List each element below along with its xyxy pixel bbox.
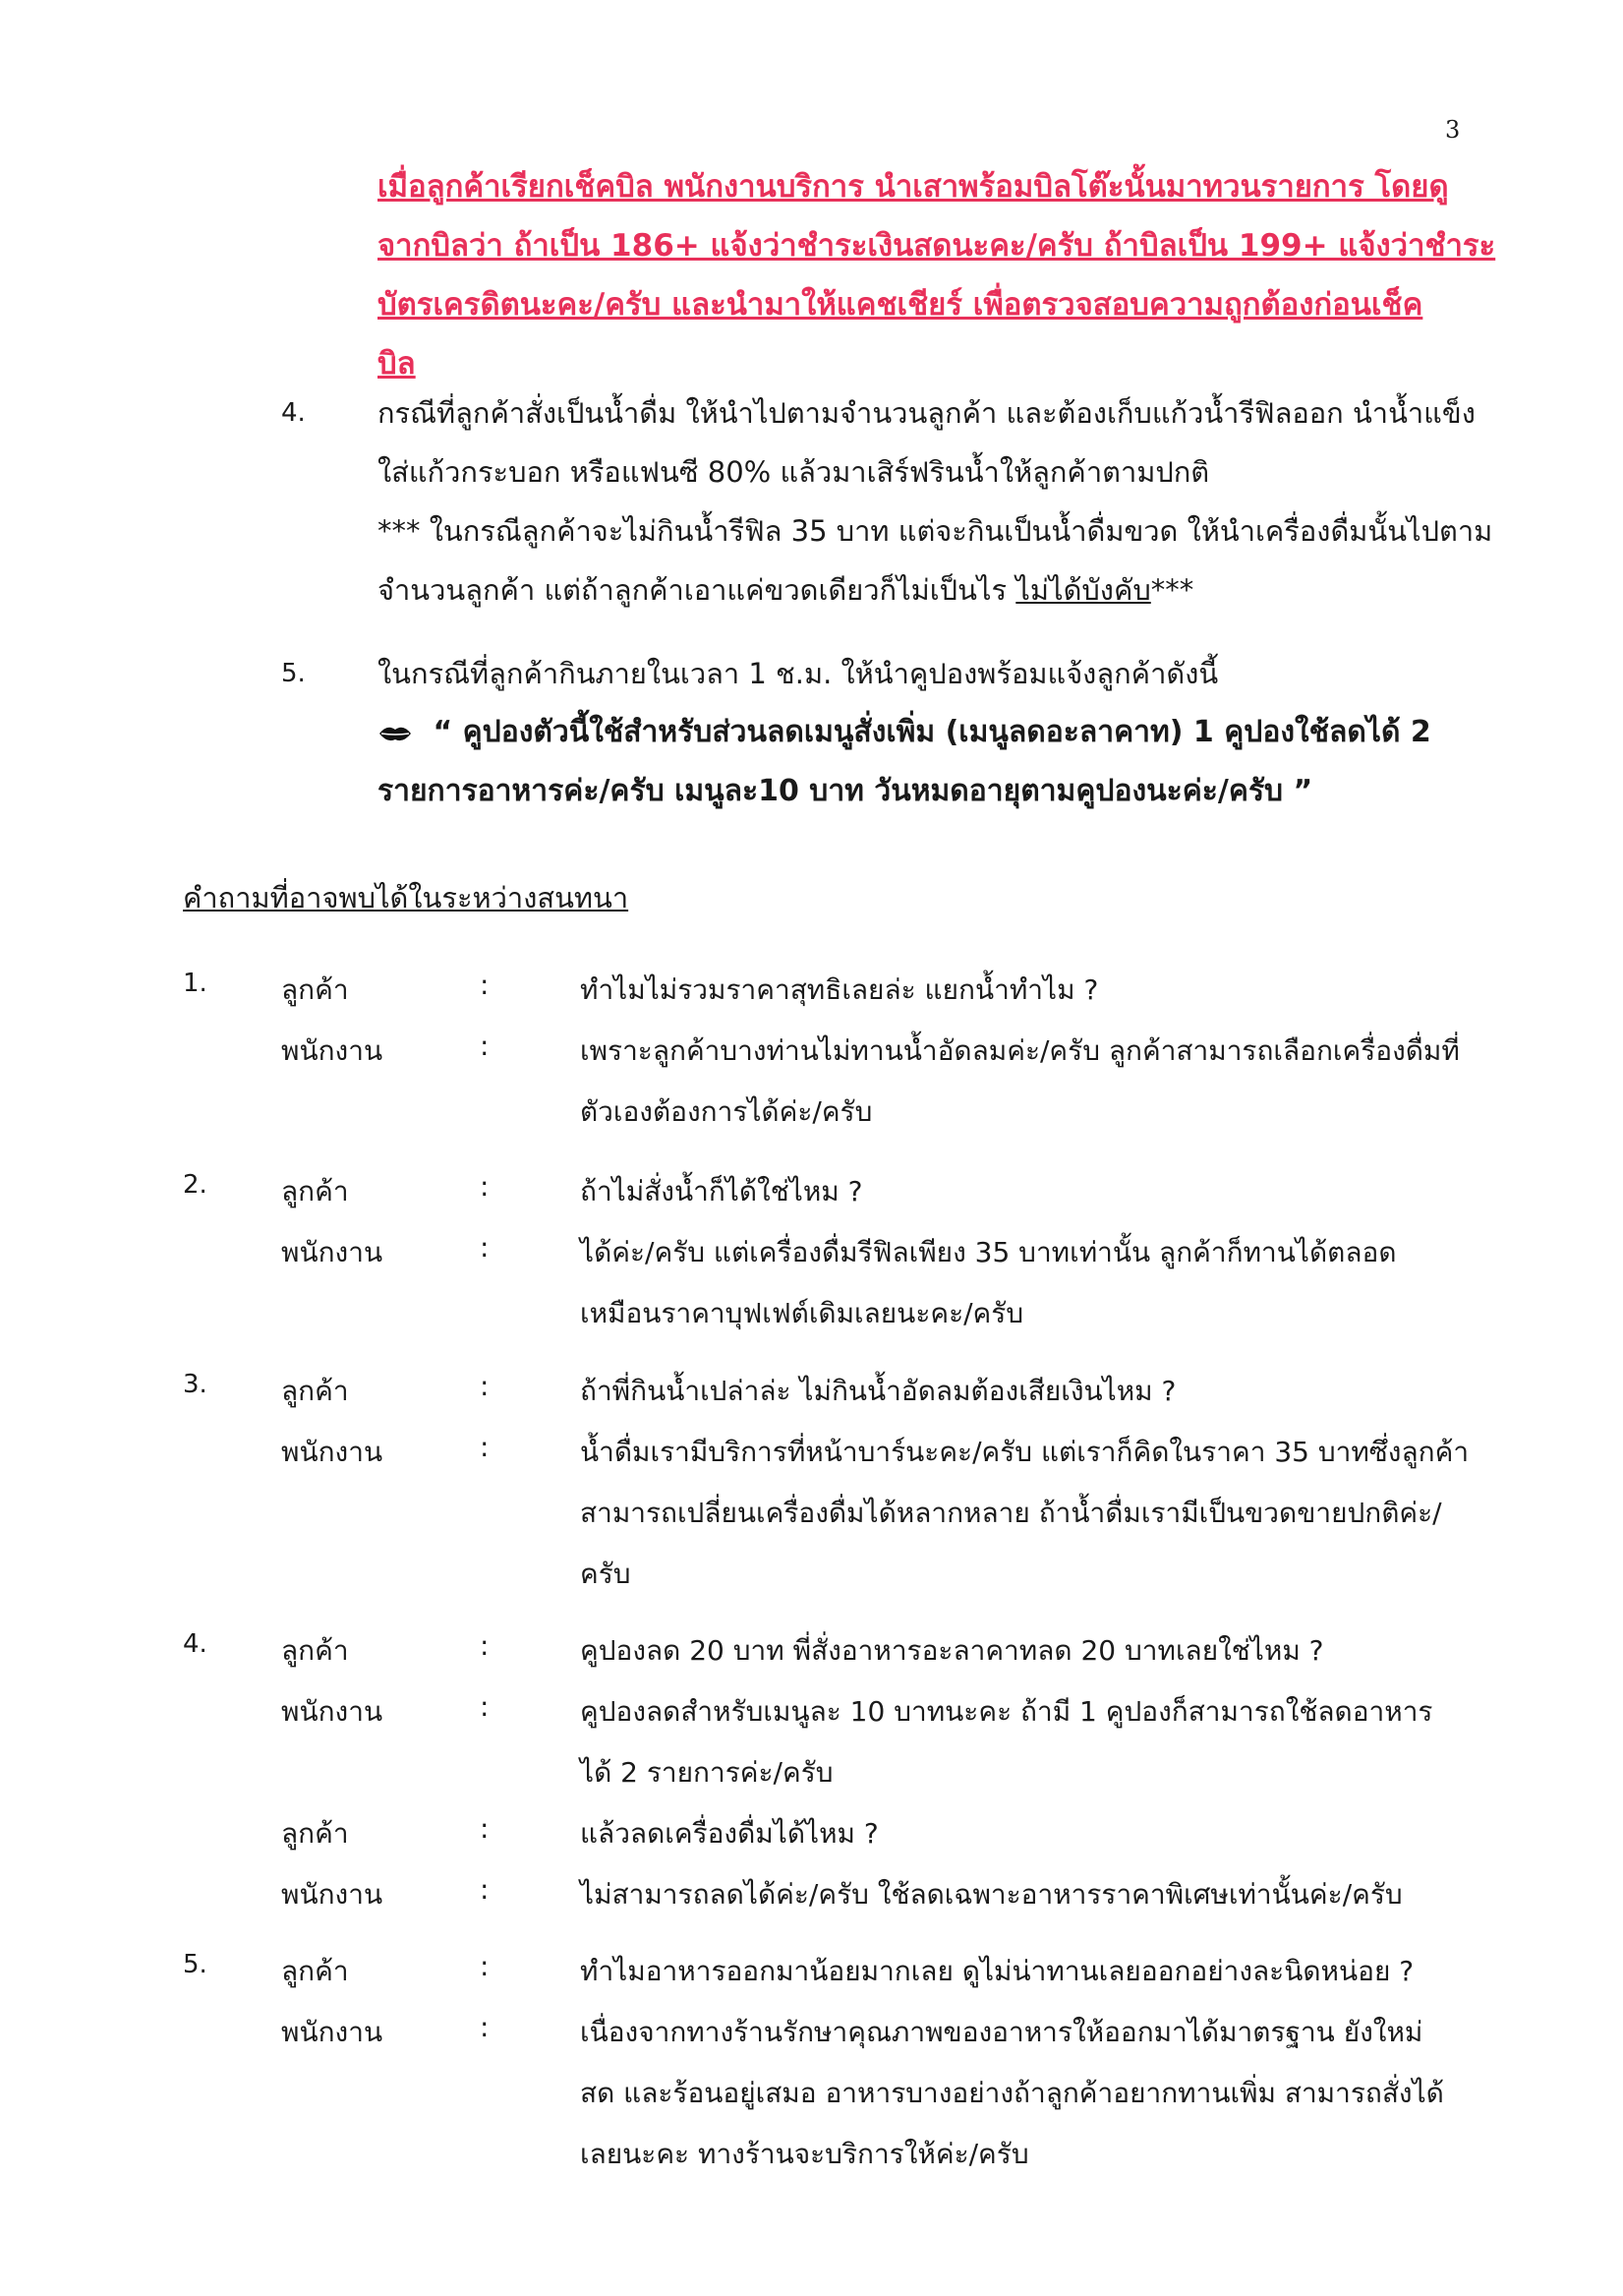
highlight-note	[377, 157, 1496, 393]
customer-label: ลูกค้า	[281, 973, 349, 1006]
colon: :	[480, 2011, 490, 2043]
customer-label: ลูกค้า	[281, 1175, 349, 1207]
qa-number: 4.	[183, 1629, 207, 1659]
staff-label: พนักงาน	[281, 1236, 383, 1268]
highlight-line: บิล	[377, 346, 416, 382]
colon: :	[480, 1030, 490, 1062]
customer-label: ลูกค้า	[281, 1955, 349, 1987]
not-required-text: ไม่ได้บังคับ	[1015, 573, 1151, 607]
customer-question: ถ้าไม่สั่งน้ำก็ได้ใช่ไหม ?	[580, 1175, 863, 1207]
section-title: คำถามที่อาจพบได้ในระหว่างสนทนา	[183, 881, 629, 914]
staff-label: พนักงาน	[281, 1695, 383, 1728]
customer-question: คูปองลด 20 บาท พี่สั่งอาหารอะลาคาทลด 20 บาทเลยใช่ไหม ?	[580, 1634, 1324, 1667]
customer-label: ลูกค้า	[281, 1817, 349, 1850]
staff-answer: น้ำดื่มเรามีบริการที่หน้าบาร์นะคะ/ครับ แต่เราก็คิดในราคา 35 บาทซึ่งลูกค้า	[580, 1436, 1470, 1468]
qa-number: 1.	[183, 969, 207, 998]
colon: :	[480, 1873, 490, 1906]
staff-answer: สามารถเปลี่ยนเครื่องดื่มได้หลากหลาย ถ้าน้ำดื่มเรามีเป็นขวดขายปกติค่ะ/	[580, 1497, 1442, 1529]
qa-number: 2.	[183, 1170, 207, 1200]
staff-answer: ไม่สามารถลดได้ค่ะ/ครับ ใช้ลดเฉพาะอาหารราคาพิเศษเท่านั้นค่ะ/ครับ	[580, 1878, 1403, 1911]
item-line: *** ในกรณีลูกค้าจะไม่กินน้ำรีฟิล 35 บาท แต่จะกินเป็นน้ำดื่มขวด ให้นำเครื่องดื่มนั้นไปตาม	[377, 514, 1493, 548]
customer-question: ถ้าพี่กินน้ำเปล่าล่ะ ไม่กินน้ำอัดลมต้องเสียเงินไหม ?	[580, 1375, 1177, 1407]
coupon-quote-text: “ คูปองตัวนี้ใช้สำหรับส่วนลดเมนูสั่งเพิ่ม (เมนูลดอะลาคาท) 1 คูปองใช้ลดได้ 2	[433, 715, 1431, 749]
colon: :	[480, 1812, 490, 1845]
staff-label: พนักงาน	[281, 2016, 383, 2048]
staff-answer: ได้ค่ะ/ครับ แต่เครื่องดื่มรีฟิลเพียง 35 บาทเท่านั้น ลูกค้าก็ทานได้ตลอด	[580, 1236, 1397, 1268]
item-line-text: จำนวนลูกค้า แต่ถ้าลูกค้าเอาแค่ขวดเดียวก็ไม่เป็นไร	[377, 573, 1016, 607]
colon: :	[480, 1690, 490, 1723]
item-line: ในกรณีที่ลูกค้ากินภายในเวลา 1 ช.ม. ให้นำคูปองพร้อมแจ้งลูกค้าดังนี้	[377, 657, 1219, 690]
customer-question: ทำไมอาหารออกมาน้อยมากเลย ดูไม่น่าทานเลยออกอย่างละนิดหน่อย ?	[580, 1955, 1415, 1987]
item-line	[377, 560, 1478, 619]
customer-label: ลูกค้า	[281, 1634, 349, 1667]
staff-answer: สด และร้อนอยู่เสมอ อาหารบางอย่างถ้าลูกค้าอยากทานเพิ่ม สามารถสั่งได้	[580, 2077, 1444, 2109]
staff-answer: เนื่องจากทางร้านรักษาคุณภาพของอาหารให้ออกมาได้มาตรฐาน ยังใหม่	[580, 2016, 1423, 2048]
lips-icon	[377, 715, 423, 749]
staff-answer: คูปองลดสำหรับเมนูละ 10 บาทนะคะ ถ้ามี 1 คูปองก็สามารถใช้ลดอาหาร	[580, 1695, 1433, 1728]
colon: :	[480, 1231, 490, 1264]
item-line: ใส่แก้วกระบอก หรือแฟนซี 80% แล้วมาเสิร์ฟรินน้ำให้ลูกค้าตามปกติ	[377, 455, 1210, 489]
colon: :	[480, 1370, 490, 1402]
highlight-line: จากบิลว่า ถ้าเป็น 186+ แจ้งว่าชำระเงินสดนะคะ/ครับ ถ้าบิลเป็น 199+ แจ้งว่าชำระ	[377, 228, 1496, 264]
staff-label: พนักงาน	[281, 1034, 383, 1067]
item-number: 4.	[281, 398, 306, 428]
staff-answer: เพราะลูกค้าบางท่านไม่ทานน้ำอัดลมค่ะ/ครับ ลูกค้าสามารถเลือกเครื่องดื่มที่	[580, 1034, 1460, 1067]
colon: :	[480, 969, 490, 1001]
colon: :	[480, 1950, 490, 1982]
page-number: 3	[1445, 116, 1461, 144]
staff-answer: เลยนะคะ ทางร้านจะบริการให้ค่ะ/ครับ	[580, 2138, 1029, 2170]
customer-question: แล้วลดเครื่องดื่มได้ไหม ?	[580, 1817, 879, 1850]
staff-label: พนักงาน	[281, 1436, 383, 1468]
customer-label: ลูกค้า	[281, 1375, 349, 1407]
coupon-quote-line	[377, 703, 1478, 762]
staff-answer: ตัวเองต้องการได้ค่ะ/ครับ	[580, 1095, 873, 1128]
coupon-quote-line: รายการอาหารค่ะ/ครับ เมนูละ10 บาท วันหมดอายุตามคูปองนะค่ะ/ครับ ”	[377, 774, 1313, 808]
staff-answer: ครับ	[580, 1558, 631, 1590]
qa-number: 3.	[183, 1370, 207, 1399]
colon: :	[480, 1170, 490, 1203]
item-line: กรณีที่ลูกค้าสั่งเป็นน้ำดื่ม ให้นำไปตามจำนวนลูกค้า และต้องเก็บแก้วน้ำรีฟิลออก นำน้ำแข็ง	[377, 396, 1476, 430]
qa-number: 5.	[183, 1950, 207, 1979]
staff-answer: เหมือนราคาบุฟเฟต์เดิมเลยนะคะ/ครับ	[580, 1297, 1024, 1329]
staff-label: พนักงาน	[281, 1878, 383, 1911]
item-line-suffix: ***	[1150, 573, 1194, 607]
staff-answer: ได้ 2 รายการค่ะ/ครับ	[580, 1756, 834, 1789]
highlight-line: เมื่อลูกค้าเรียกเช็คบิล พนักงานบริการ นำเสาพร้อมบิลโต๊ะนั้นมาทวนรายการ โดยดู	[377, 169, 1449, 205]
highlight-line: บัตรเครดิตนะคะ/ครับ และนำมาให้แคชเชียร์ เพื่อตรวจสอบความถูกต้องก่อนเช็ค	[377, 287, 1423, 323]
customer-question: ทำไมไม่รวมราคาสุทธิเลยล่ะ แยกน้ำทำไม ?	[580, 973, 1099, 1006]
item-number: 5.	[281, 659, 306, 688]
colon: :	[480, 1629, 490, 1662]
colon: :	[480, 1431, 490, 1463]
